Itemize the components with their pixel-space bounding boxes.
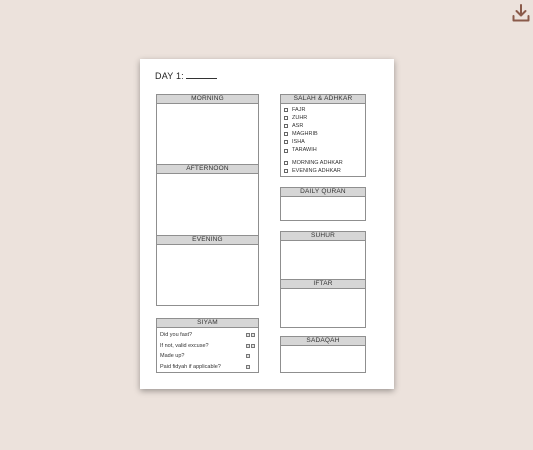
siyam-item-label: Made up?	[160, 353, 185, 360]
afternoon-box[interactable]	[156, 164, 259, 236]
iftar-box[interactable]	[280, 279, 366, 328]
siyam-item	[160, 351, 255, 362]
salah-item[interactable]: ZUHR	[284, 114, 365, 122]
day-label: DAY 1:	[155, 71, 184, 81]
salah-item[interactable]: ASR	[284, 122, 365, 130]
suhur-box[interactable]	[280, 231, 366, 280]
siyam-checkbox[interactable]	[251, 344, 255, 348]
salah-item[interactable]: MAGHRIB	[284, 130, 365, 138]
evening-header: EVENING	[157, 236, 258, 245]
planner-page	[140, 59, 394, 389]
daily-quran-box[interactable]	[280, 187, 366, 221]
download-icon	[510, 2, 532, 24]
siyam-list	[157, 328, 258, 372]
siyam-checkboxes	[246, 344, 255, 348]
salah-item[interactable]: ISHA	[284, 138, 365, 146]
siyam-checkboxes	[246, 333, 255, 337]
siyam-checkbox[interactable]	[246, 365, 250, 369]
daily-quran-header: DAILY QURAN	[281, 188, 365, 197]
siyam-checkbox[interactable]	[246, 344, 250, 348]
siyam-item-label: If not, valid excuse?	[160, 342, 209, 349]
checkbox[interactable]	[284, 161, 288, 165]
checkbox[interactable]	[284, 108, 288, 112]
siyam-item	[160, 330, 255, 341]
siyam-checkboxes	[246, 354, 250, 358]
siyam-item-label: Paid fidyah if applicable?	[160, 363, 221, 370]
sadaqah-header: SADAQAH	[281, 337, 365, 346]
adhkar-item[interactable]: MORNING ADHKAR	[284, 159, 365, 167]
sadaqah-box[interactable]	[280, 336, 366, 373]
evening-box[interactable]	[156, 235, 259, 306]
afternoon-header: AFTERNOON	[157, 165, 258, 174]
siyam-checkbox[interactable]	[246, 333, 250, 337]
checkbox[interactable]	[284, 132, 288, 136]
salah-adhkar-header: SALAH & ADHKAR	[281, 95, 365, 104]
day-number-line[interactable]	[186, 78, 217, 79]
morning-header: MORNING	[157, 95, 258, 104]
salah-item[interactable]: FAJR	[284, 106, 365, 114]
checkbox[interactable]	[284, 169, 288, 173]
download-button[interactable]	[510, 2, 532, 24]
iftar-header: IFTAR	[281, 280, 365, 289]
checkbox[interactable]	[284, 124, 288, 128]
suhur-header: SUHUR	[281, 232, 365, 241]
salah-item[interactable]: TARAWIH	[284, 146, 365, 154]
siyam-item-label: Did you fast?	[160, 332, 193, 338]
salah-adhkar-box	[280, 94, 366, 177]
checkbox[interactable]	[284, 116, 288, 120]
salah-checklist	[281, 104, 365, 175]
checkbox[interactable]	[284, 140, 288, 144]
morning-box[interactable]	[156, 94, 259, 165]
siyam-item	[160, 341, 255, 352]
adhkar-item[interactable]: EVENING ADHKAR	[284, 167, 365, 175]
siyam-item	[160, 362, 255, 373]
siyam-box	[156, 318, 259, 373]
siyam-checkbox[interactable]	[246, 354, 250, 358]
siyam-checkbox[interactable]	[251, 333, 255, 337]
siyam-checkboxes	[246, 365, 250, 369]
checkbox[interactable]	[284, 149, 288, 153]
siyam-header: SIYAM	[157, 319, 258, 328]
